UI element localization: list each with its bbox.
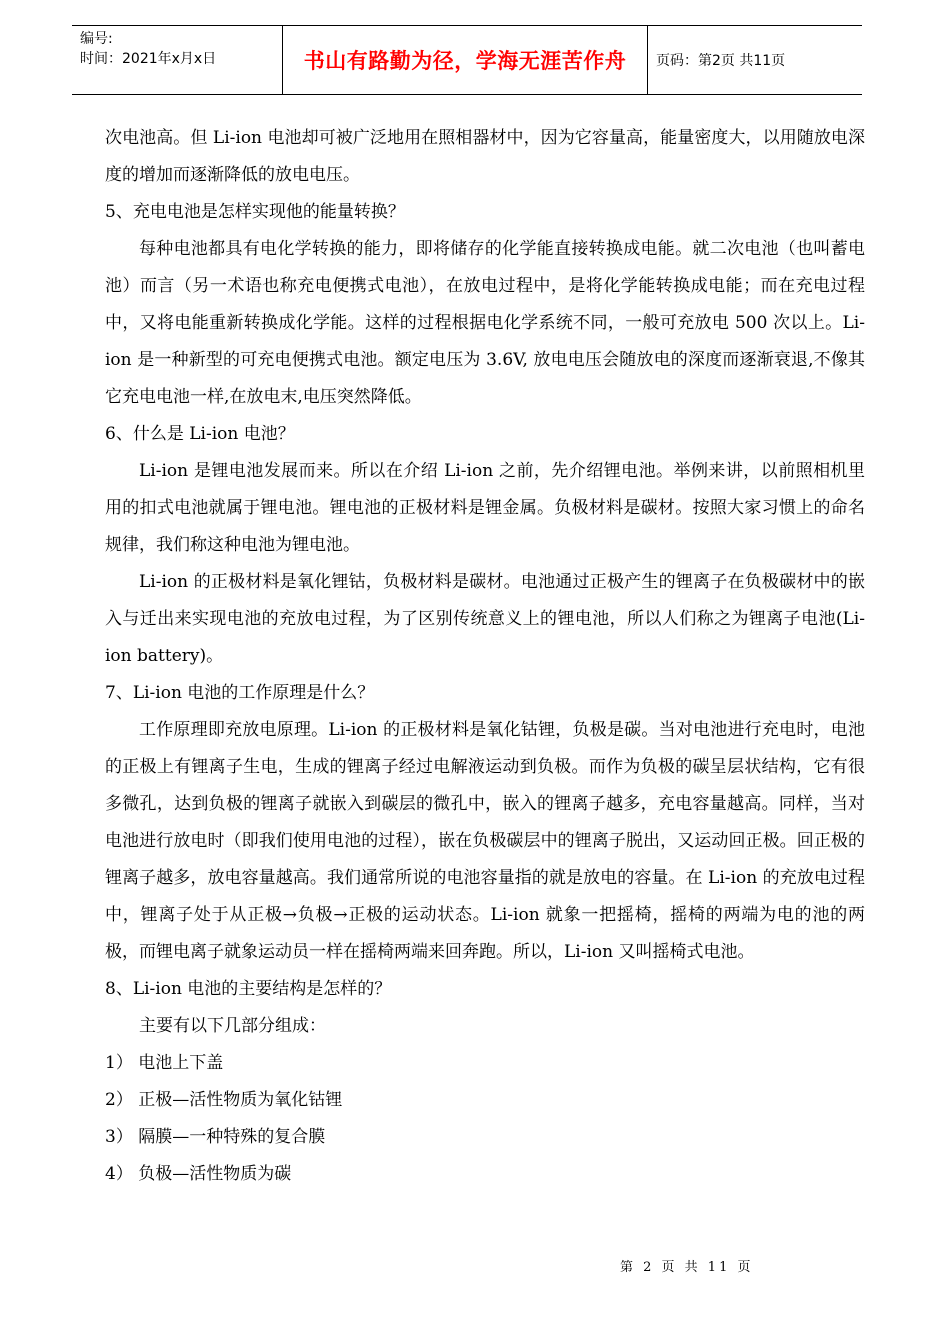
- header-page-cell: [648, 26, 862, 94]
- paragraph: Li-ion 的正极材料是氧化锂钴，负极材料是碳材。电池通过正极产生的锂离子在负极碳材中的嵌入与迁出来实现电池的充放电过程，为了区别传统意义上的锂电池，所以人们称之为锂离子电池(Li-ion battery)。: [105, 572, 865, 666]
- list-item: 1） 电池上下盖: [105, 1053, 224, 1073]
- paragraph: Li-ion 是锂电池发展而来。所以在介绍 Li-ion 之前，先介绍锂电池。举例来讲，以前照相机里用的扣式电池就属于锂电池。锂电池的正极材料是锂金属。负极材料是碳材。按照大家习惯上的命名规律，我们称这种电池为锂电池。: [105, 461, 865, 555]
- document-time-label: 时间：2021年x月x日: [80, 51, 217, 67]
- page-footer: 第 2 页 共 11 页: [620, 1260, 754, 1275]
- section-heading: 7、Li-ion 电池的工作原理是什么？: [105, 683, 375, 703]
- header-meta-cell: [72, 26, 283, 94]
- paragraph: 每种电池都具有电化学转换的能力，即将储存的化学能直接转换成电能。就二次电池（也叫蓄电池）而言（另一术语也称充电便携式电池），在放电过程中，是将化学能转换成电能；而在充电过程中，又将电能重新转换成化学能。这样的过程根据电化学系统不同，一般可充放电 500 次以上。Li-ion 是一种新型的可充电便携式电池。额定电压为 3.6V, 放电电压会随放电的深度而逐渐衰退,不像其它充电电池一样,在放电末,电压突然降低。: [105, 239, 865, 407]
- header-motto-cell: [283, 26, 648, 94]
- document-number-label: 编号:: [80, 31, 113, 47]
- page-header: [72, 25, 862, 95]
- header-motto: 书山有路勤为径，学海无涯苦作舟: [303, 49, 627, 73]
- paragraph: 次电池高。但 Li-ion 电池却可被广泛地用在照相器材中，因为它容量高，能量密度大，以用随放电深度的增加而逐渐降低的放电电压。: [105, 128, 865, 185]
- section-heading: 5、充电电池是怎样实现他的能量转换？: [105, 202, 405, 222]
- list-item: 4） 负极—活性物质为碳: [105, 1164, 292, 1184]
- paragraph: 工作原理即充放电原理。Li-ion 的正极材料是氧化钴锂，负极是碳。当对电池进行充电时，电池的正极上有锂离子生电，生成的锂离子经过电解液运动到负极。而作为负极的碳呈层状结构，它有很多微孔，达到负极的锂离子就嵌入到碳层的微孔中，嵌入的锂离子越多，充电容量越高。同样，当对电池进行放电时（即我们使用电池的过程），嵌在负极碳层中的锂离子脱出，又运动回正极。回正极的锂离子越多，放电容量越高。我们通常所说的电池容量指的就是放电的容量。在 Li-ion 的充放电过程中，锂离子处于从正极→负极→正极的运动状态。Li-ion 就象一把摇椅，摇椅的两端为电的池的两极，而锂电离子就象运动员一样在摇椅两端来回奔跑。所以，Li-ion 又叫摇椅式电池。: [105, 720, 865, 962]
- section-heading: 8、Li-ion 电池的主要结构是怎样的？: [105, 979, 392, 999]
- document-body: [105, 120, 865, 1193]
- list-item: 2） 正极—活性物质为氧化钴锂: [105, 1090, 343, 1110]
- list-item: 3） 隔膜—一种特殊的复合膜: [105, 1127, 326, 1147]
- section-heading: 6、什么是 Li-ion 电池？: [105, 424, 295, 444]
- paragraph: 主要有以下几部分组成：: [139, 1016, 326, 1036]
- header-page-info: 页码：第2页 共11页: [656, 53, 786, 69]
